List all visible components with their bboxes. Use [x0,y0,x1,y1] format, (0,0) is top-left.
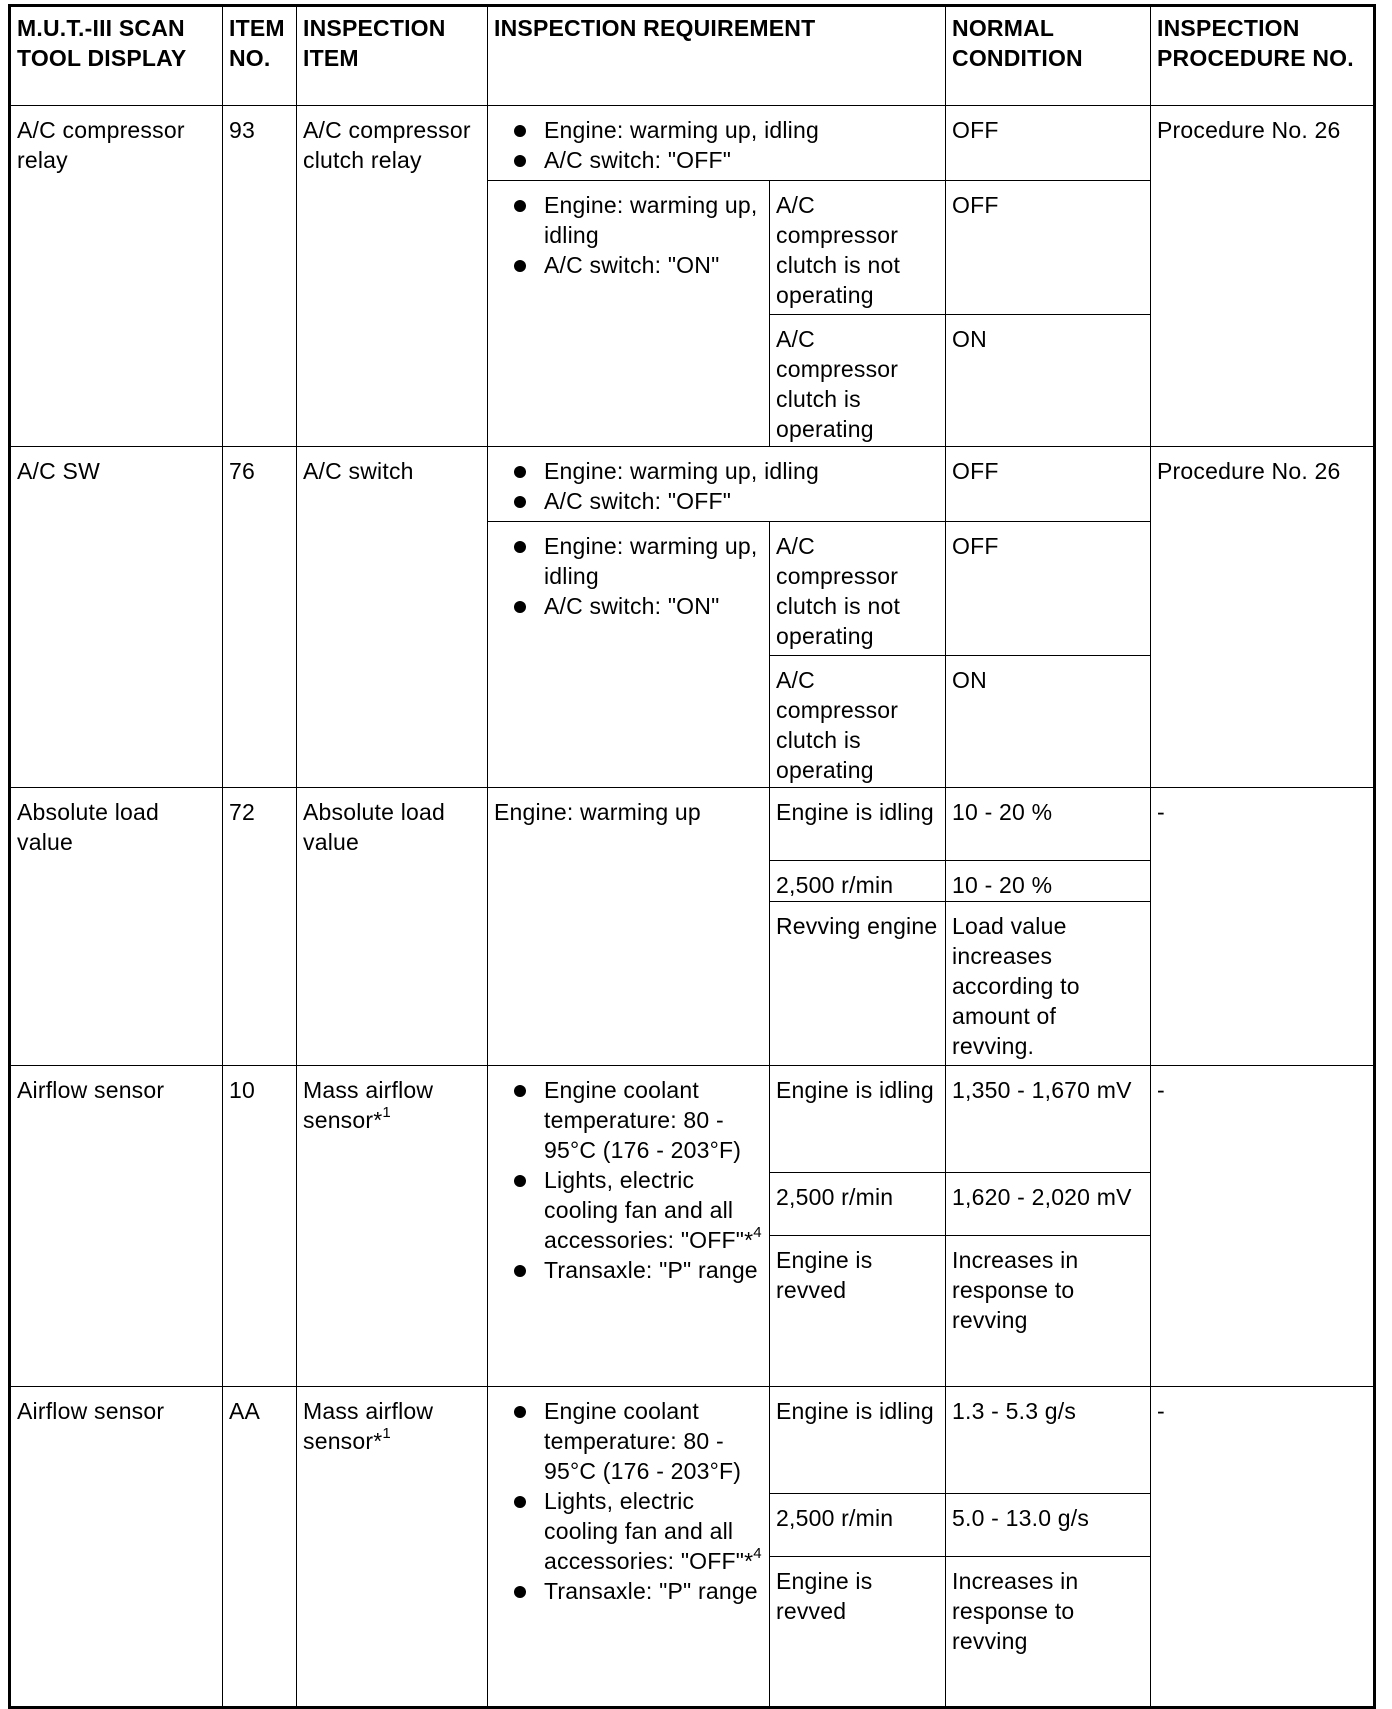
header-procedure-no: INSPECTION PROCEDURE NO. [1151,6,1375,106]
cell-normal: 1.3 - 5.3 g/s [946,1387,1151,1494]
cell-inspection-item: A/C switch [297,447,488,788]
list-item: Engine: warming up, idling [494,531,763,591]
list-item-text: Lights, electric cooling fan and all accessories: "OFF"* [544,1488,754,1574]
cell-requirement [488,1387,770,1708]
footnote-mark: 1 [382,1104,391,1122]
cell-requirement: Engine: warming up [488,788,770,1066]
list-item: A/C switch: "ON" [494,591,763,621]
cell-normal: 1,350 - 1,670 mV [946,1066,1151,1173]
cell-sub-condition: 2,500 r/min [770,1494,946,1557]
cell-inspection-item [297,1387,488,1708]
bullet-list [494,1396,763,1606]
table-row [10,788,1375,861]
header-scan-tool-display: M.U.T.-III SCAN TOOL DISPLAY [10,6,223,106]
cell-normal: ON [946,656,1151,788]
list-item-text: Lights, electric cooling fan and all accessories: "OFF"* [544,1167,754,1253]
cell-procedure: Procedure No. 26 [1151,106,1375,447]
cell-procedure: - [1151,1066,1375,1387]
inspection-table-page [8,4,1376,1709]
cell-normal: Load value increases according to amount of revving. [946,902,1151,1066]
cell-inspection-item: Absolute load value [297,788,488,1066]
bullet-list [494,531,763,621]
cell-sub-condition: Engine is idling [770,788,946,861]
inspection-table [8,4,1376,1709]
cell-item-no: AA [223,1387,297,1708]
bullet-list [494,115,939,175]
bullet-list [494,456,939,516]
cell-requirement [488,447,946,522]
cell-sub-condition: A/C compressor clutch is operating [770,315,946,447]
cell-display: Airflow sensor [10,1066,223,1387]
cell-procedure: Procedure No. 26 [1151,447,1375,788]
cell-normal: 5.0 - 13.0 g/s [946,1494,1151,1557]
bullet-list [494,1075,763,1285]
list-item: Engine: warming up, idling [494,190,763,250]
cell-procedure: - [1151,788,1375,1066]
list-item: Engine coolant temperature: 80 - 95°C (176 - 203°F) [494,1396,763,1486]
cell-display: A/C compressor relay [10,106,223,447]
cell-requirement [488,106,946,181]
cell-inspection-item: A/C compressor clutch relay [297,106,488,447]
cell-requirement [488,1066,770,1387]
inspection-item-text: Mass airflow sensor* [303,1077,434,1133]
header-inspection-requirement: INSPECTION REQUIREMENT [488,6,946,106]
header-row [10,6,1375,106]
cell-normal: Increases in response to revving [946,1236,1151,1387]
footnote-mark: 4 [753,1545,762,1563]
cell-sub-condition: 2,500 r/min [770,861,946,902]
cell-item-no: 76 [223,447,297,788]
list-item [494,1486,763,1576]
cell-normal: OFF [946,106,1151,181]
cell-normal: OFF [946,181,1151,315]
footnote-mark: 1 [382,1425,391,1443]
bullet-list [494,190,763,280]
table-row [10,106,1375,181]
cell-sub-condition: Engine is idling [770,1387,946,1494]
cell-requirement [488,181,770,447]
cell-procedure: - [1151,1387,1375,1708]
list-item: A/C switch: "OFF" [494,486,939,516]
cell-sub-condition: A/C compressor clutch is operating [770,656,946,788]
header-inspection-item: INSPECTION ITEM [297,6,488,106]
cell-display: Absolute load value [10,788,223,1066]
cell-sub-condition: A/C compressor clutch is not operating [770,522,946,656]
cell-normal: Increases in response to revving [946,1557,1151,1708]
cell-normal: OFF [946,447,1151,522]
cell-sub-condition: Engine is revved [770,1236,946,1387]
cell-sub-condition: A/C compressor clutch is not operating [770,181,946,315]
header-normal-condition: NORMAL CONDITION [946,6,1151,106]
list-item: Engine: warming up, idling [494,456,939,486]
list-item: A/C switch: "ON" [494,250,763,280]
cell-normal: 10 - 20 % [946,861,1151,902]
list-item: A/C switch: "OFF" [494,145,939,175]
cell-item-no: 10 [223,1066,297,1387]
cell-normal: 1,620 - 2,020 mV [946,1173,1151,1236]
cell-inspection-item [297,1066,488,1387]
footnote-mark: 4 [753,1224,762,1242]
list-item: Engine coolant temperature: 80 - 95°C (176 - 203°F) [494,1075,763,1165]
cell-sub-condition: Engine is revved [770,1557,946,1708]
cell-display: A/C SW [10,447,223,788]
list-item: Transaxle: "P" range [494,1255,763,1285]
cell-item-no: 93 [223,106,297,447]
inspection-item-text: Mass airflow sensor* [303,1398,434,1454]
cell-normal: OFF [946,522,1151,656]
list-item: Transaxle: "P" range [494,1576,763,1606]
cell-normal: ON [946,315,1151,447]
cell-sub-condition: Engine is idling [770,1066,946,1173]
cell-requirement [488,522,770,788]
cell-sub-condition: Revving engine [770,902,946,1066]
cell-display: Airflow sensor [10,1387,223,1708]
table-row [10,1066,1375,1173]
cell-normal: 10 - 20 % [946,788,1151,861]
list-item [494,1165,763,1255]
cell-sub-condition: 2,500 r/min [770,1173,946,1236]
list-item: Engine: warming up, idling [494,115,939,145]
table-row [10,447,1375,522]
header-item-no: ITEM NO. [223,6,297,106]
cell-item-no: 72 [223,788,297,1066]
table-row [10,1387,1375,1494]
